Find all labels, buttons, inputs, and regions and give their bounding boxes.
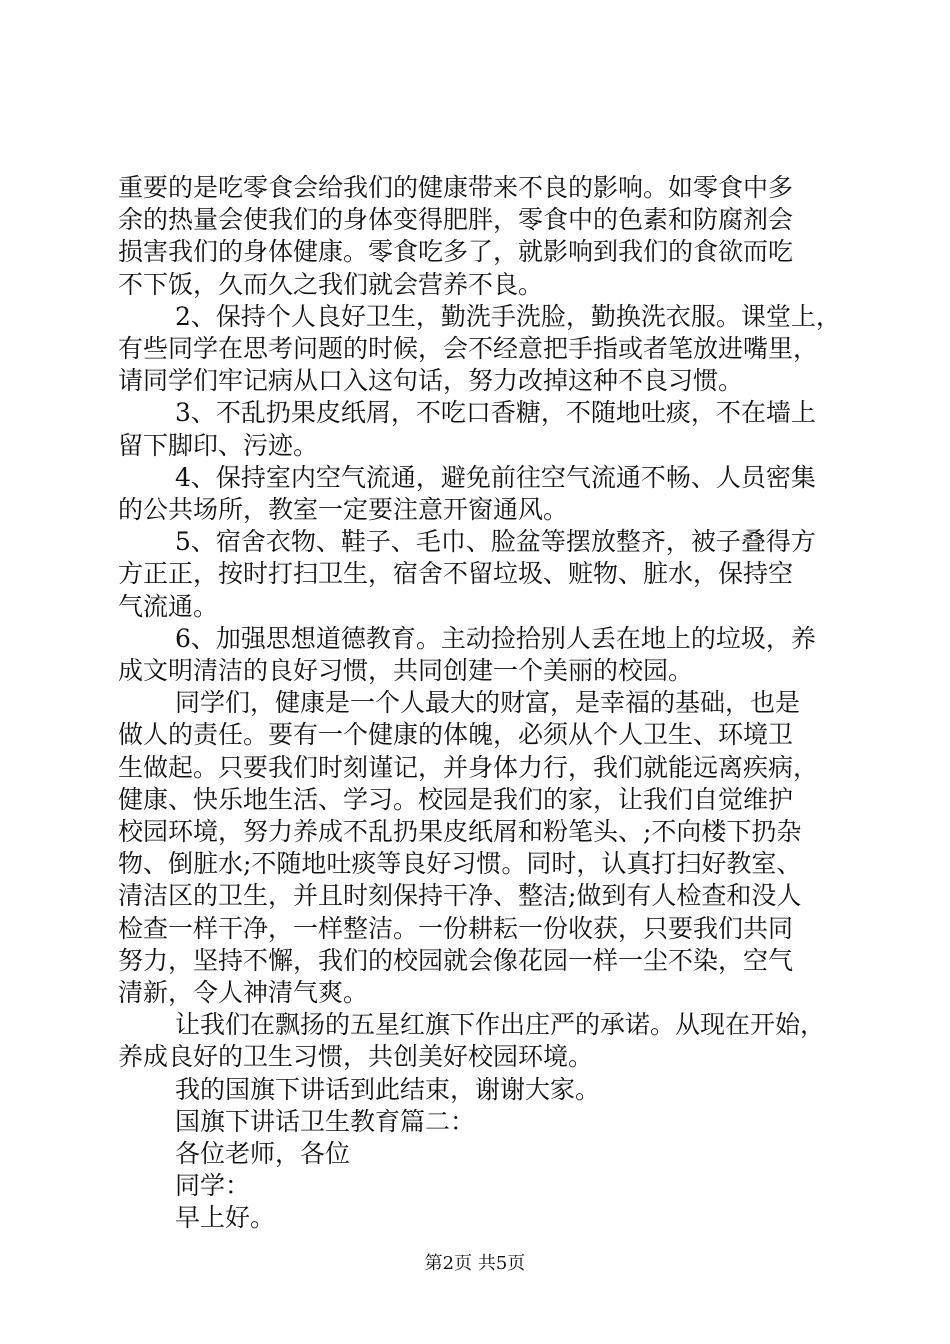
text-line: 重要的是吃零食会给我们的健康带来不良的影响。如零食中多: [118, 173, 794, 202]
text-line: 早上好。: [175, 1203, 276, 1233]
text-line: 清洁区的卫生，并且时刻保持干净、整洁;做到有人检查和没人: [118, 881, 802, 911]
text-line: 有些同学在思考问题的时候，会不经意把手指或者笔放进嘴里，: [118, 334, 819, 363]
text-line: 我的国旗下讲话到此结束，谢谢大家。: [175, 1074, 601, 1104]
text-line: 4、保持室内空气流通，避免前往空气流通不畅、人员密集: [175, 462, 816, 492]
text-line: 请同学们牢记病从口入这句话，努力改掉这种不良习惯。: [118, 366, 744, 396]
text-line: 养成良好的卫生习惯，共创美好校园环境。: [118, 1042, 594, 1072]
text-line: 2、保持个人良好卫生，勤洗手洗脸，勤换洗衣服。课堂上，: [175, 301, 841, 331]
text-line: 物、倒脏水;不随地吐痰等良好习惯。同时，认真打扫好教室、: [118, 849, 802, 879]
text-line: 清新，令人神清气爽。: [118, 978, 369, 1007]
text-line: 同学们，健康是一个人最大的财富，是幸福的基础，也是: [175, 688, 801, 718]
text-line: 做人的责任。要有一个健康的体魄，必须从个人卫生、环境卫: [118, 720, 794, 750]
text-line: 校园环境，努力养成不乱扔果皮纸屑和粉笔头、;不向楼下扔杂: [118, 817, 802, 846]
text-line: 国旗下讲话卫生教育篇二：: [175, 1106, 476, 1136]
text-line: 检查一样干净，一样整洁。一份耕耘一份收获，只要我们共同: [118, 913, 794, 943]
text-line: 损害我们的身体健康。零食吃多了，就影响到我们的食欲而吃: [118, 237, 794, 267]
text-line: 生做起。只要我们时刻谨记，并身体力行，我们就能远离疾病，: [118, 752, 819, 782]
text-line: 成文明清洁的良好习惯，共同创建一个美丽的校园。: [118, 656, 694, 685]
text-line: 方正正，按时打扫卫生，宿舍不留垃圾、赃物、脏水，保持空: [118, 559, 794, 589]
text-line: 3、不乱扔果皮纸屑，不吃口香糖，不随地吐痰，不在墙上: [175, 398, 816, 428]
text-line: 5、宿舍衣物、鞋子、毛巾、脸盆等摆放整齐，被子叠得方: [175, 527, 816, 557]
text-line: 不下饭，久而久之我们就会营养不良。: [118, 269, 544, 299]
text-line: 气流通。: [118, 591, 219, 621]
text-line: 留下脚印、污迹。: [118, 430, 319, 460]
text-line: 的公共场所，教室一定要注意开窗通风。: [118, 495, 569, 524]
text-line: 让我们在飘扬的五星红旗下作出庄严的承诺。从现在开始，: [175, 1010, 826, 1040]
text-line: 健康、快乐地生活、学习。校园是我们的家，让我们自觉维护: [118, 784, 794, 814]
text-line: 努力，坚持不懈，我们的校园就会像花园一样一尘不染，空气: [118, 945, 794, 975]
text-line: 各位老师，各位: [175, 1139, 351, 1168]
text-line: 同学：: [175, 1171, 251, 1201]
text-line: 6、加强思想道德教育。主动捡拾别人丢在地上的垃圾，养: [175, 623, 816, 653]
text-line: 余的热量会使我们的身体变得肥胖，零食中的色素和防腐剂会: [118, 205, 794, 235]
page-number-footer: 第2页 共5页: [424, 1253, 526, 1274]
